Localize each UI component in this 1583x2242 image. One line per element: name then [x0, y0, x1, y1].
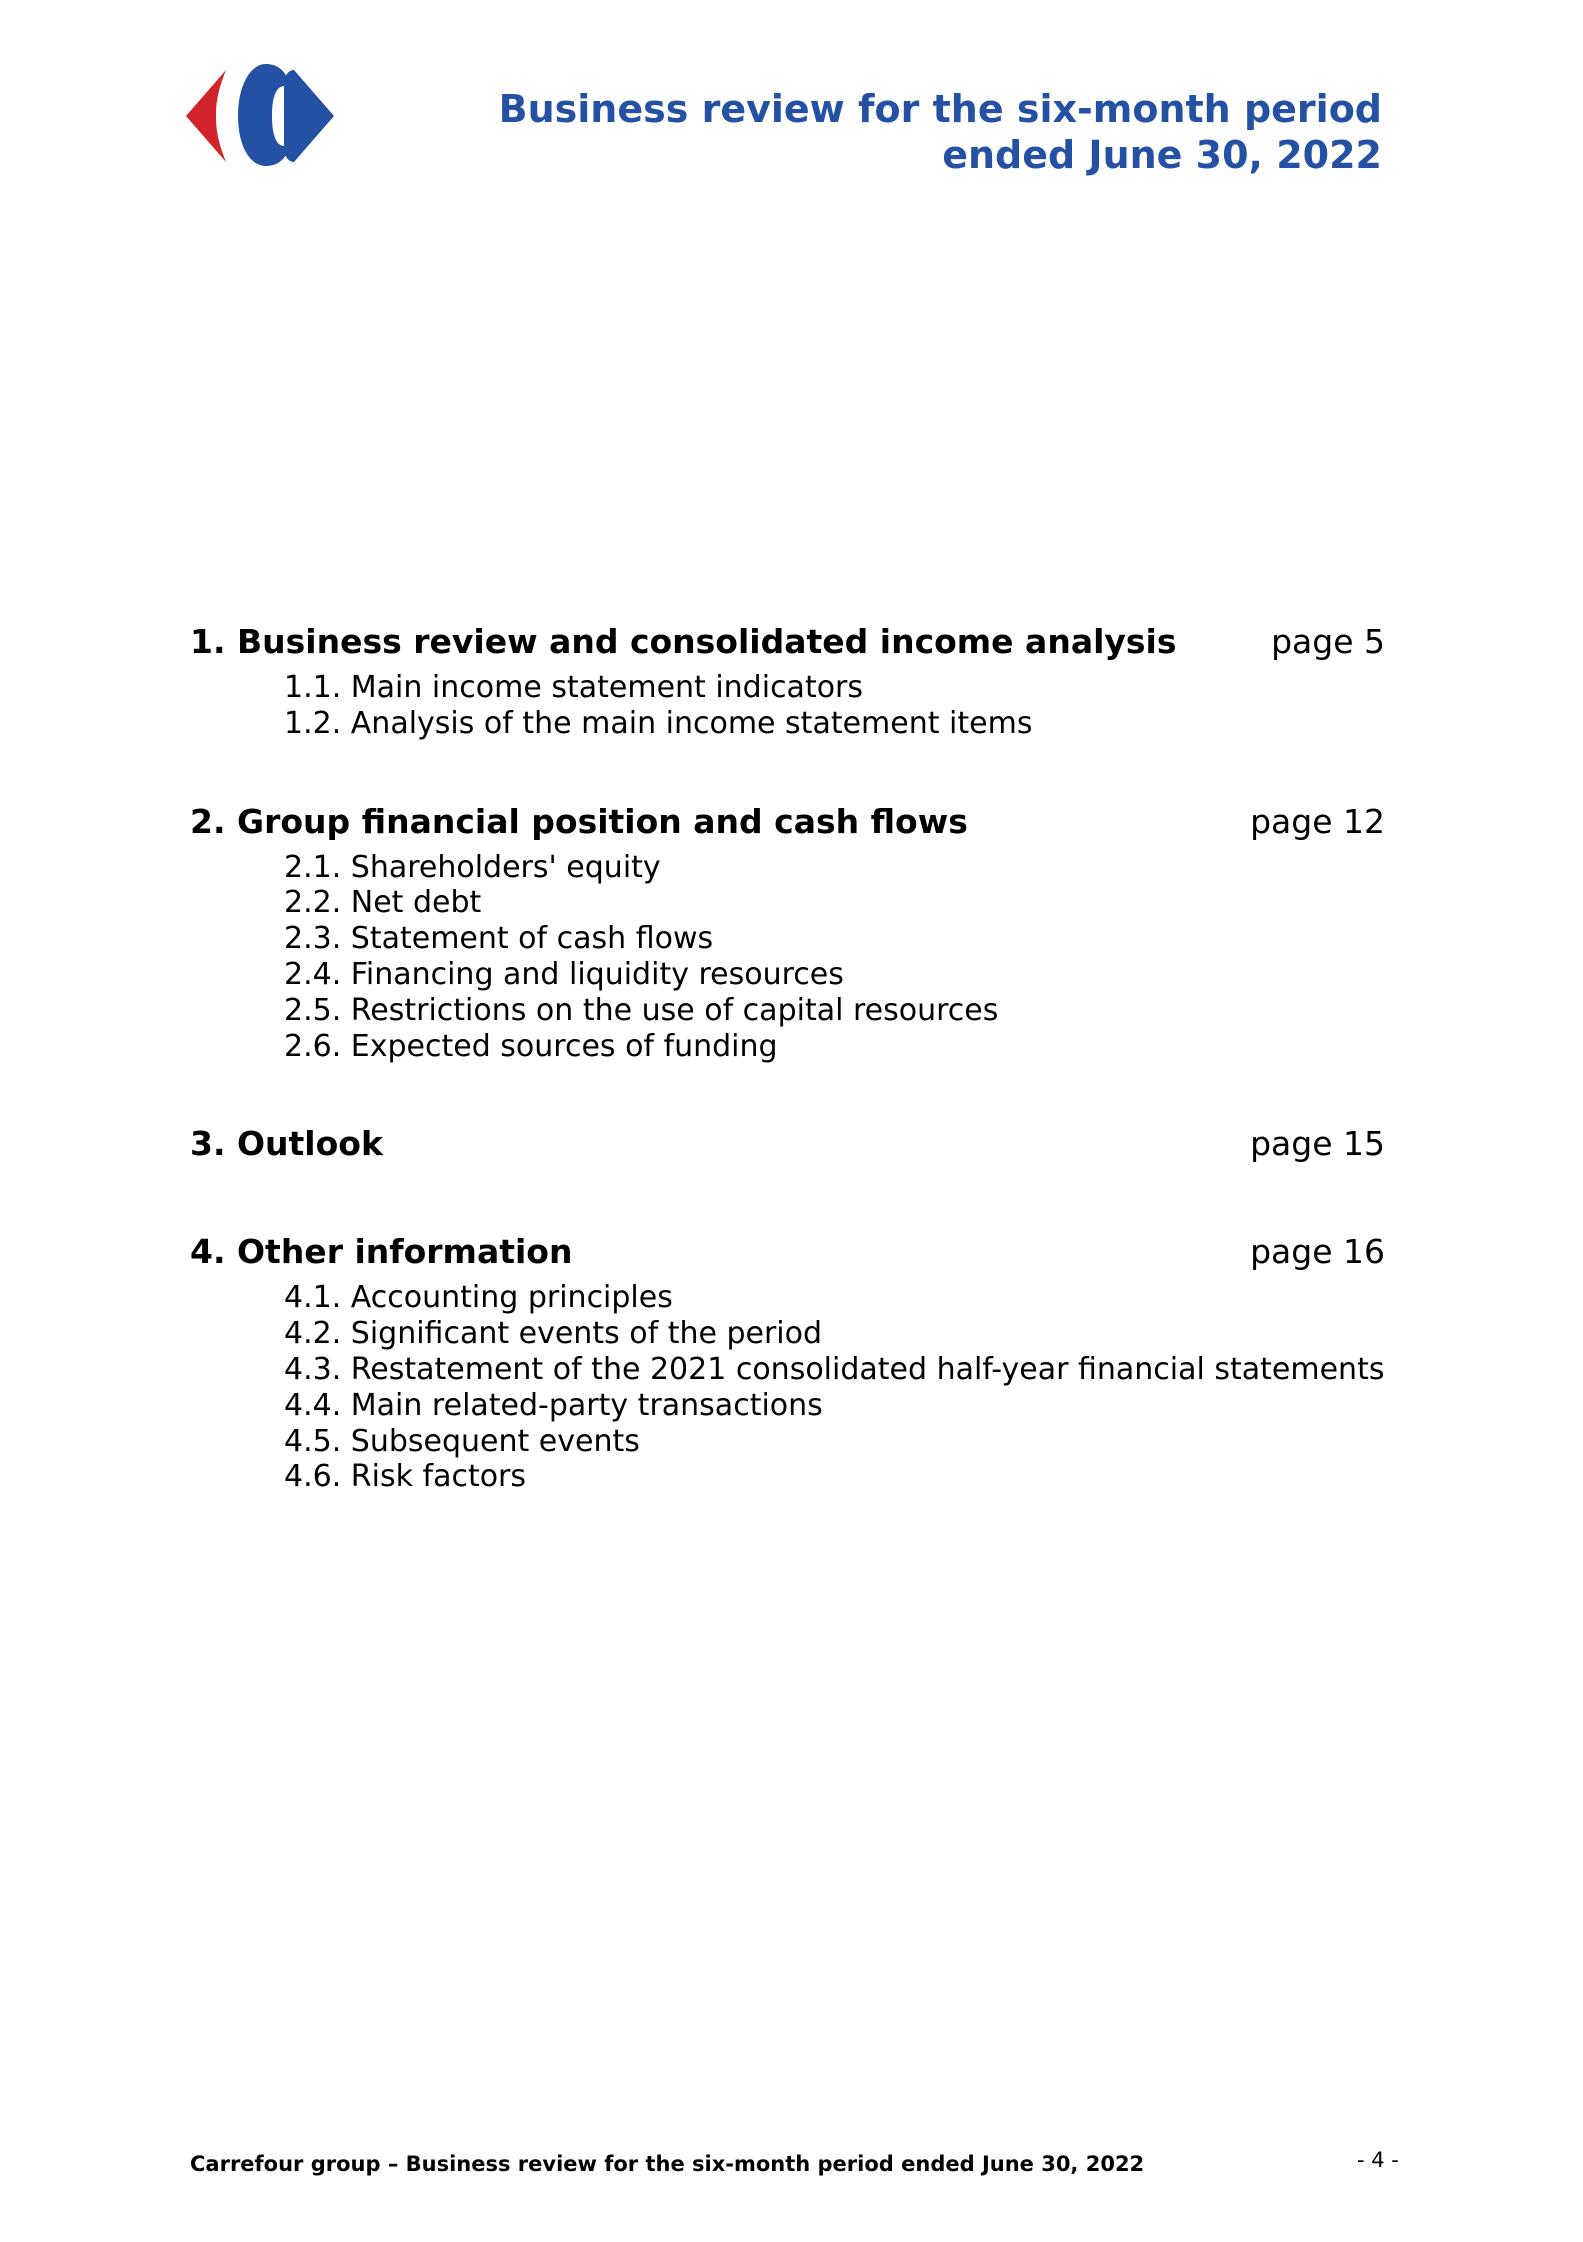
toc-subsection: 2.3. Statement of cash flows	[284, 921, 714, 957]
toc-subsection: 2.1. Shareholders' equity	[284, 849, 661, 885]
toc-section-2	[190, 802, 1385, 1065]
toc-subsection: 2.6. Expected sources of funding	[284, 1028, 778, 1064]
footer-text: Carrefour group – Business review for the six-month period ended June 30, 2022	[190, 2152, 1145, 2176]
toc-section-header	[190, 1232, 1385, 1280]
toc-subsection-list	[190, 670, 1385, 742]
toc-section-header	[190, 802, 1385, 850]
toc-subsection: 4.5. Subsequent events	[284, 1423, 640, 1459]
toc-subsection: 1.2. Analysis of the main income statement items	[284, 705, 1033, 741]
toc-section-3	[190, 1124, 1385, 1172]
toc-subsection: 4.2. Significant events of the period	[284, 1316, 823, 1352]
toc-subsection: 4.1. Accounting principles	[284, 1280, 673, 1316]
toc-subsection-list	[190, 850, 1385, 1065]
toc-subsection: 1.1. Main income statement indicators	[284, 670, 864, 705]
toc-section-4	[190, 1232, 1385, 1495]
toc-section-page: page 15	[1250, 1124, 1385, 1164]
toc-section-header	[190, 622, 1385, 670]
title-line-2: ended June 30, 2022	[942, 133, 1382, 177]
document-title	[499, 86, 1382, 178]
toc-section-page: page 16	[1250, 1232, 1385, 1272]
toc-section-1	[190, 622, 1385, 742]
toc-section-title: 3. Outlook	[190, 1124, 383, 1164]
toc-subsection-list	[190, 1280, 1385, 1495]
toc-section-header	[190, 1124, 1385, 1172]
toc-section-page: page 12	[1250, 801, 1385, 841]
title-line-1: Business review for the six-month period	[498, 87, 1382, 131]
toc-subsection: 4.4. Main related-party transactions	[284, 1387, 823, 1423]
toc-subsection: 4.6. Risk factors	[284, 1459, 527, 1495]
toc-section-page: page 5	[1271, 622, 1385, 661]
toc-subsection: 4.3. Restatement of the 2021 consolidated half-year financial statements	[284, 1351, 1385, 1387]
carrefour-logo-icon	[180, 60, 340, 170]
table-of-contents	[190, 622, 1385, 1555]
toc-subsection: 2.5. Restrictions on the use of capital resources	[284, 992, 999, 1028]
toc-section-title: 2. Group financial position and cash flows	[190, 801, 968, 841]
toc-section-title: 4. Other information	[190, 1232, 573, 1272]
page-number: - 4 -	[1357, 2148, 1399, 2172]
toc-section-title: 1. Business review and consolidated income analysis	[190, 622, 1177, 661]
toc-subsection: 2.2. Net debt	[284, 885, 482, 921]
toc-subsection: 2.4. Financing and liquidity resources	[284, 956, 844, 992]
